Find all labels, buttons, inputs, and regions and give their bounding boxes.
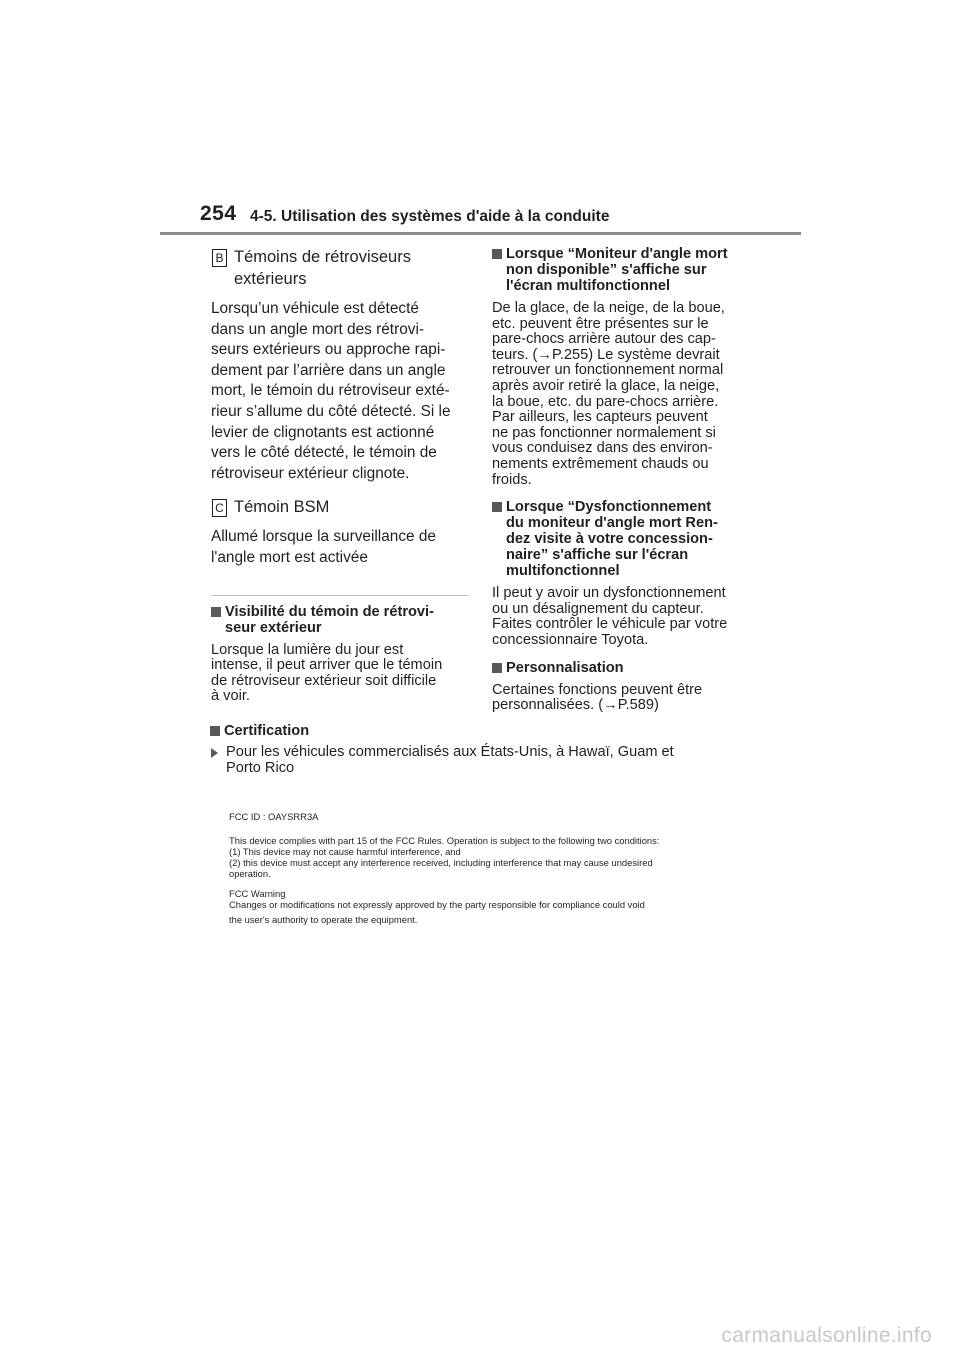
note-customization-body — [492, 683, 754, 714]
text-line: seurs extérieurs ou approche rapi- — [211, 341, 446, 359]
header-divider — [160, 232, 801, 235]
note-title — [506, 246, 728, 294]
square-bullet-icon — [492, 663, 502, 673]
fcc-warning-line: Changes or modifications not expressly approved by the party responsible for compliance could void — [229, 899, 645, 910]
note-visibility-body — [211, 643, 469, 705]
note-unavailable-heading — [492, 246, 754, 294]
text-line: mort, le témoin du rétroviseur exté- — [211, 382, 450, 400]
triangle-bullet-icon — [211, 748, 218, 758]
certification-region-text — [226, 745, 674, 776]
text-line: Lorsque “Dysfonctionnement — [506, 499, 712, 516]
page-number: 254 — [200, 202, 237, 225]
fcc-compliance-line: (2) this device must accept any interference received, including interference that may cause undesired — [229, 857, 653, 868]
item-c-heading — [211, 496, 469, 518]
text-line: Il peut y avoir un dysfonctionnement — [492, 585, 726, 602]
certification-region-item — [210, 745, 770, 776]
certification-heading — [210, 723, 309, 739]
text-line: nements extrêmement chauds ou — [492, 455, 709, 472]
text-line: naire” s'affiche sur l'écran — [506, 547, 689, 564]
item-b-title-line: extérieurs — [234, 270, 307, 288]
right-column — [492, 246, 754, 725]
label-b-badge: B — [212, 249, 227, 267]
text-line: Porto Rico — [226, 759, 295, 776]
note-malfunction — [492, 499, 754, 648]
note-title — [506, 499, 718, 579]
text-line: ne pas fonctionner normalement si — [492, 424, 716, 441]
item-b-title-line: Témoins de rétroviseurs — [234, 248, 411, 266]
certification-title: Certification — [224, 723, 310, 739]
note-visibility — [211, 604, 469, 705]
text-line: De la glace, de la neige, de la boue, — [492, 300, 725, 316]
item-b-heading — [211, 246, 469, 290]
text-line: Lorsque “Moniteur d'angle mort — [506, 246, 728, 262]
item-c-description — [211, 527, 469, 568]
text-line: dez visite à votre concession- — [506, 531, 713, 548]
note-customization-heading — [492, 660, 754, 676]
note-malfunction-body — [492, 586, 754, 648]
fcc-id: FCC ID : OAYSRR3A — [229, 811, 319, 822]
text-line: Visibilité du témoin de rétrovi- — [225, 603, 434, 620]
text-line: de rétroviseur extérieur soit difficile — [211, 672, 437, 689]
note-unavailable — [492, 246, 754, 488]
text-line: dement par l’arrière dans un angle — [211, 361, 446, 379]
text-line: non disponible” s'affiche sur — [506, 262, 707, 278]
text-line: l'écran multifonctionnel — [506, 278, 671, 294]
text-line: après avoir retiré la glace, la neige, — [492, 377, 720, 394]
text-line: Lorsque la lumière du jour est — [211, 641, 404, 658]
fcc-warning-title: FCC Warning — [229, 888, 286, 899]
text-line: etc. peuvent être présentes sur le — [492, 315, 709, 332]
item-b-description — [211, 299, 469, 484]
note-unavailable-body — [492, 301, 754, 488]
note-customization — [492, 660, 754, 714]
section-title: 4-5. Utilisation des systèmes d'aide à la conduite — [250, 208, 610, 225]
text-line: à voir. — [211, 688, 250, 705]
text-line: Pour les véhicules commercialisés aux États-Unis, à Hawaï, Guam et — [226, 744, 674, 760]
watermark: carmanualsonline.info — [721, 1324, 932, 1347]
text-line: vous conduisez dans des environ- — [492, 440, 713, 457]
text-line: Faites contrôler le véhicule par votre — [492, 616, 728, 633]
text-line: rieur s’allume du côté détecté. Si le — [211, 402, 451, 420]
text-line: intense, il peut arriver que le témoin — [211, 657, 443, 674]
item-b-title — [234, 246, 411, 290]
square-bullet-icon — [210, 726, 220, 736]
fcc-compliance-line: (1) This device may not cause harmful interference, and — [229, 846, 461, 857]
text-line: dans un angle mort des rétrovi- — [211, 320, 425, 338]
note-title: Personnalisation — [506, 659, 624, 676]
item-c-title: Témoin BSM — [234, 498, 330, 517]
text-line: ou un désalignement du capteur. — [492, 600, 704, 617]
text-line: pare-chocs arrière autour des cap- — [492, 331, 716, 348]
text-line: Allumé lorsque la surveillance de — [211, 528, 436, 546]
text-line: seur extérieur — [225, 619, 322, 636]
fcc-compliance-line: operation. — [229, 868, 271, 879]
text-line: Lorsqu’un véhicule est détecté — [211, 300, 419, 317]
text-line: Certaines fonctions peuvent être — [492, 681, 703, 698]
text-line: la boue, etc. du pare-chocs arrière. — [492, 393, 719, 410]
text-line: l'angle mort est activée — [211, 548, 368, 566]
section-divider — [211, 595, 469, 596]
label-c-badge: C — [212, 499, 227, 517]
text-line: multifonctionnel — [506, 563, 620, 580]
text-line: retrouver un fonctionnement normal — [492, 362, 724, 379]
note-title — [225, 604, 434, 636]
square-bullet-icon — [492, 502, 502, 512]
text-line: rétroviseur extérieur clignote. — [211, 464, 410, 482]
left-column — [211, 246, 469, 716]
text-line: levier de clignotants est actionné — [211, 423, 435, 441]
text-line: froids. — [492, 471, 532, 488]
text-line: concessionnaire Toyota. — [492, 631, 649, 648]
square-bullet-icon — [211, 607, 221, 617]
fcc-statement — [229, 811, 749, 925]
note-malfunction-heading — [492, 499, 754, 579]
note-visibility-heading — [211, 604, 469, 636]
fcc-compliance-line: This device complies with part 15 of the FCC Rules. Operation is subject to the following two conditions: — [229, 835, 660, 846]
fcc-warning-line: the user's authority to operate the equipment. — [229, 914, 418, 925]
text-line: du moniteur d'angle mort Ren- — [506, 515, 718, 532]
text-line: vers le côté détecté, le témoin de — [211, 444, 437, 462]
page-reference-link[interactable]: teurs. (→P.255) Le système devrait — [492, 346, 720, 363]
square-bullet-icon — [492, 249, 502, 259]
page-reference-link[interactable]: personnalisées. (→P.589) — [492, 697, 659, 714]
text-line: Par ailleurs, les capteurs peuvent — [492, 409, 708, 426]
